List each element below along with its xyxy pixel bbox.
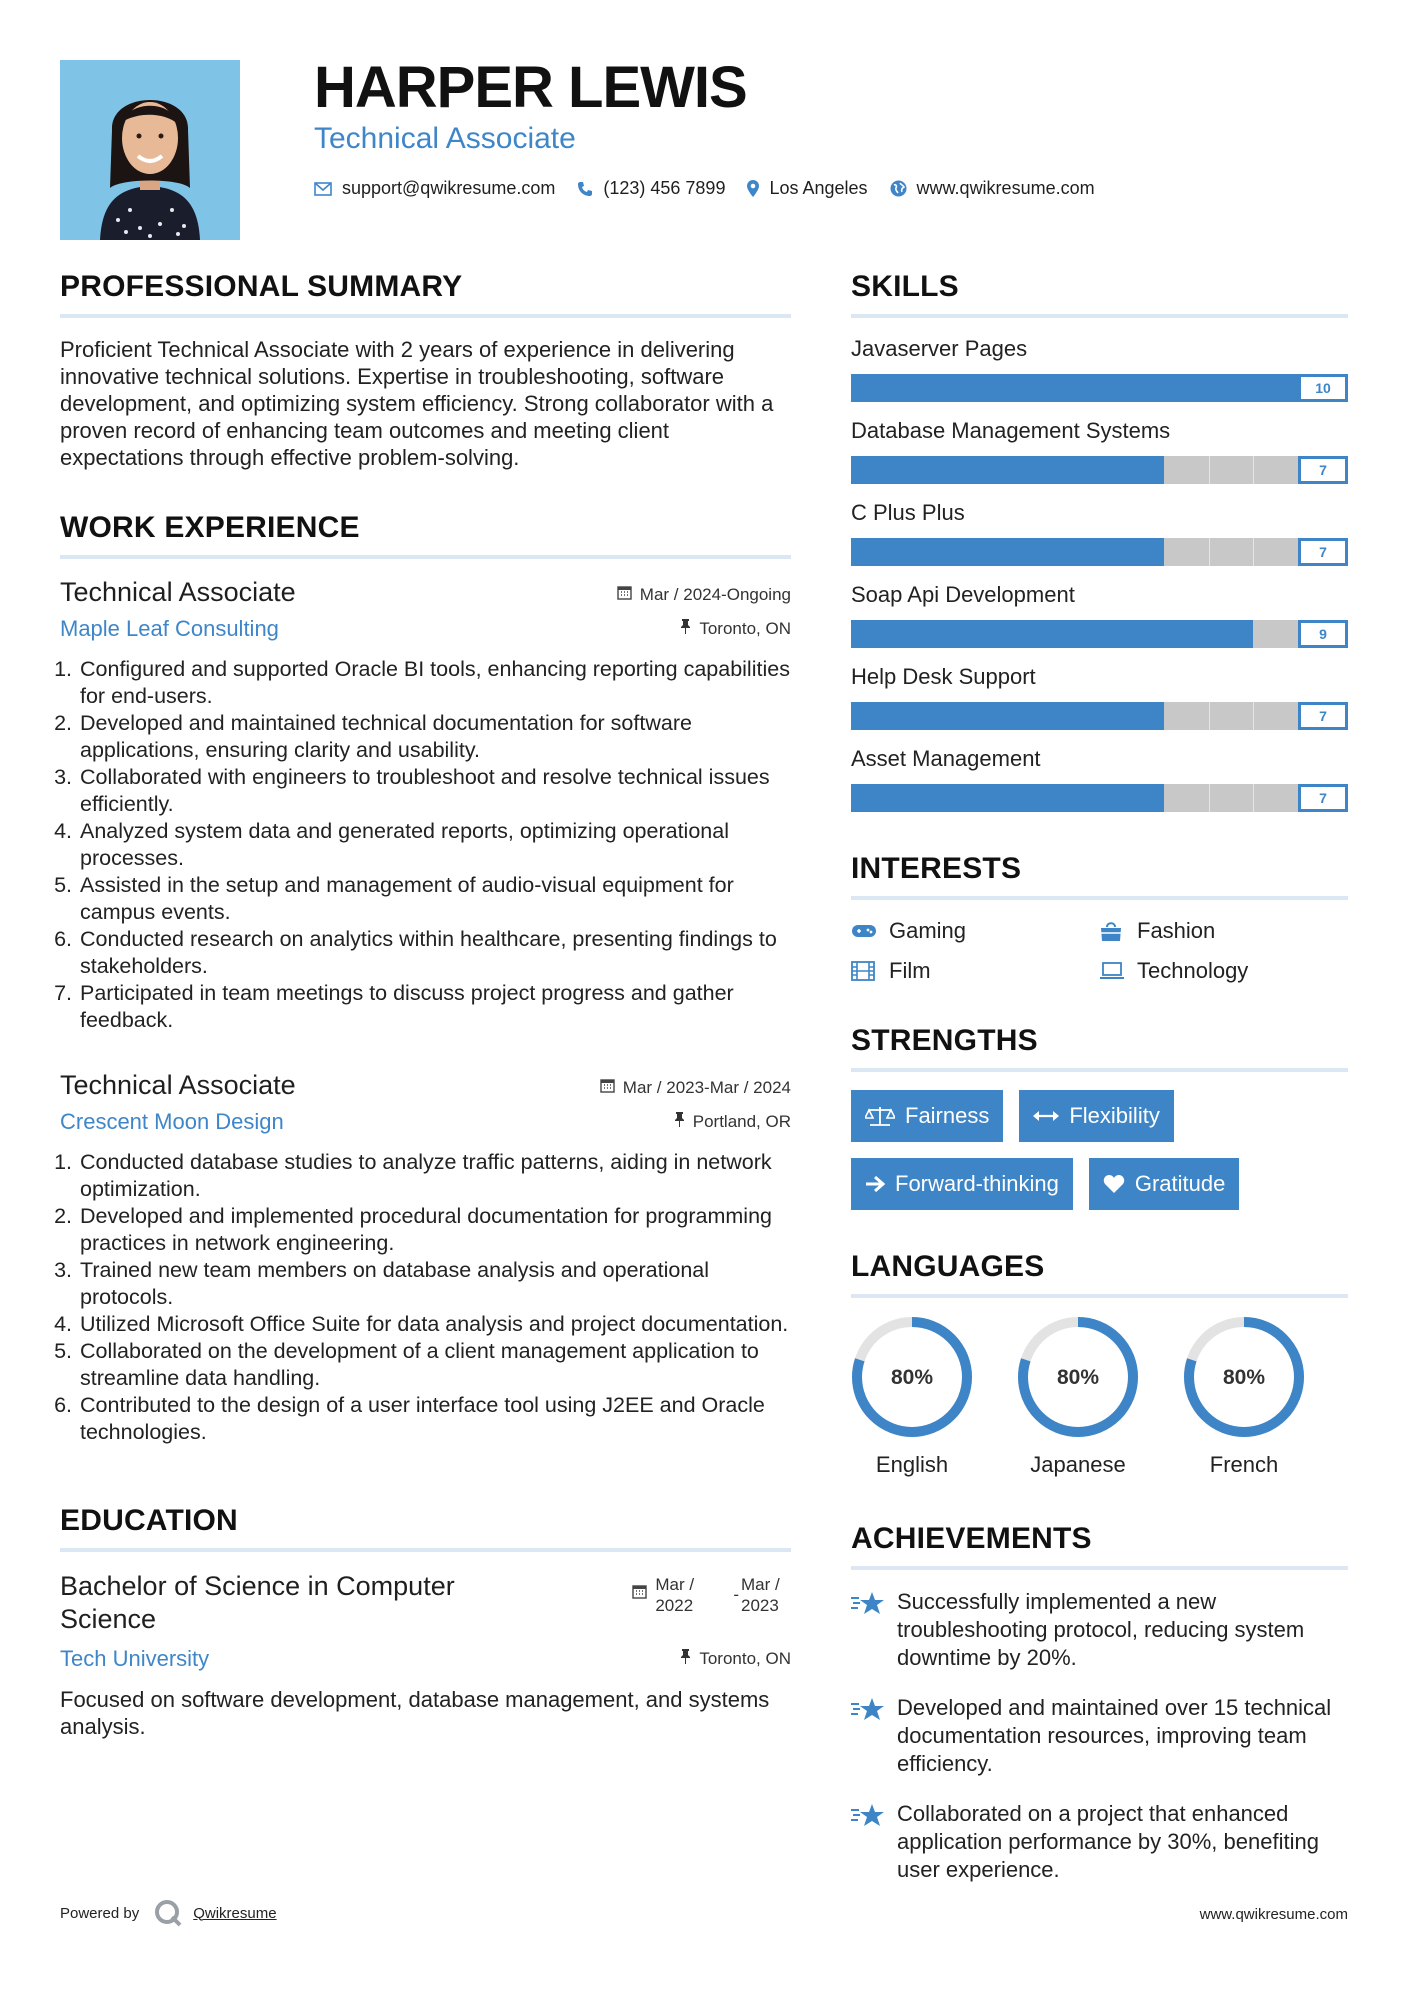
strength-badge: [851, 1158, 1073, 1210]
skill-fill: [851, 620, 1253, 648]
skill-segment: [1253, 456, 1254, 484]
company-name: Crescent Moon Design: [60, 1109, 284, 1134]
education-date-end: Mar / 2023: [741, 1575, 780, 1615]
strengths-section: [851, 1024, 1348, 1210]
star-icon: [851, 1694, 897, 1778]
job-bullet: 7. Participated in team meetings to discuss project progress and gather feedback.: [78, 980, 791, 1034]
contact-email[interactable]: support@qwikresume.com: [342, 178, 556, 198]
skill-bar: [851, 538, 1348, 566]
strength-label: Fairness: [905, 1103, 990, 1128]
company-name: Maple Leaf Consulting: [60, 616, 279, 641]
education-section: [60, 1504, 791, 1740]
star-icon: [851, 1800, 897, 1884]
contact-phone[interactable]: (123) 456 7899: [603, 178, 726, 198]
achievement-item: [851, 1588, 1348, 1672]
skill-item: [851, 336, 1348, 402]
language-name: French: [1209, 1452, 1279, 1477]
education-date-sep: -: [733, 1585, 739, 1604]
left-column: [60, 270, 791, 1740]
achievement-item: [851, 1800, 1348, 1884]
language-percent: 80%: [890, 1366, 934, 1389]
job-title: Technical Associate: [60, 577, 296, 607]
skill-name: Asset Management: [851, 746, 1041, 771]
skill-segment: [1253, 538, 1254, 566]
pushpin-icon: [680, 1649, 691, 1669]
skills-section: [851, 270, 1348, 812]
job-bullets: [60, 1149, 791, 1446]
language-item: [1183, 1316, 1305, 1478]
skill-segment: [1209, 702, 1210, 730]
language-percent: 80%: [1222, 1366, 1266, 1389]
map-marker-icon: [747, 180, 759, 197]
contact-website[interactable]: www.qwikresume.com: [916, 178, 1095, 198]
skill-bar: [851, 456, 1348, 484]
degree-title: Bachelor of Science in Computer Science: [60, 1571, 455, 1634]
pushpin-icon: [680, 619, 691, 639]
powered-by-label: Powered by: [60, 1904, 140, 1922]
job-bullet: 1. Conducted database studies to analyze traffic patterns, aiding in network optimization.: [78, 1149, 791, 1203]
achievement-item: [851, 1694, 1348, 1778]
skill-value: 7: [1298, 456, 1348, 484]
summary-section: [60, 270, 791, 471]
job-bullet: 4. Analyzed system data and generated reports, optimizing operational processes.: [78, 818, 791, 872]
language-percent: 80%: [1056, 1366, 1100, 1389]
languages-section: [851, 1250, 1348, 1478]
language-item: [851, 1316, 973, 1478]
summary-text: Proficient Technical Associate with 2 years of experience in delivering innovative technical solutions. Expertise in troubleshooting, software development, and optimizing system efficiency. Strong collaborator with a proven record of enhancing team outcomes and meeting client expectations through effective problem-solving.: [60, 337, 774, 470]
arrow-right-icon: [865, 1175, 885, 1193]
language-ring: [1183, 1316, 1305, 1438]
language-ring: [851, 1316, 973, 1438]
education-location: [680, 1649, 791, 1669]
job-bullet: 3. Trained new team members on database analysis and operational protocols.: [78, 1257, 791, 1311]
calendar-icon: [632, 1584, 647, 1604]
education-location-text: Toronto, ON: [699, 1649, 791, 1668]
interest-label: Film: [889, 958, 931, 983]
qwikresume-link[interactable]: Qwikresume: [193, 1904, 277, 1922]
job-bullet: 4. Utilized Microsoft Office Suite for data analysis and project documentation.: [78, 1311, 791, 1338]
job-bullet: 3. Collaborated with engineers to troubleshoot and resolve technical issues efficiently.: [78, 764, 791, 818]
skill-name: Database Management Systems: [851, 418, 1171, 443]
contact-bar: [314, 178, 1117, 199]
skill-segment: [1253, 702, 1254, 730]
calendar-icon: [600, 1078, 615, 1098]
education-date-start: Mar / 2022: [655, 1575, 695, 1615]
skill-segment: [1253, 784, 1254, 812]
interest-item: [1099, 918, 1347, 944]
skill-item: [851, 582, 1348, 648]
balance-scale-icon: [865, 1105, 895, 1127]
skill-fill: [851, 456, 1164, 484]
job-bullet: 2. Developed and maintained technical documentation for software applications, ensuring clarity and usability.: [78, 710, 791, 764]
strength-badge: [851, 1090, 1003, 1142]
strength-badge: [1019, 1090, 1173, 1142]
interest-label: Technology: [1137, 958, 1249, 983]
skill-fill: [851, 374, 1298, 402]
skill-value: 7: [1298, 702, 1348, 730]
strength-label: Gratitude: [1134, 1171, 1226, 1196]
qwikresume-logo-icon: [153, 1898, 183, 1928]
heart-icon: [1103, 1174, 1125, 1194]
laptop-icon: [1099, 962, 1127, 980]
skill-fill: [851, 784, 1164, 812]
job-bullets: [60, 656, 791, 1034]
language-ring: [1017, 1316, 1139, 1438]
job-bullet: 2. Developed and implemented procedural documentation for programming practices in network engineering.: [78, 1203, 791, 1257]
achievement-text: Collaborated on a project that enhanced application performance by 30%, benefiting user experience.: [897, 1801, 1319, 1882]
phone-icon: [577, 181, 593, 197]
interest-item: [1099, 958, 1347, 984]
right-column: [851, 270, 1348, 1906]
skill-segment: [1209, 784, 1210, 812]
skill-item: [851, 746, 1348, 812]
skill-segment: [1209, 456, 1210, 484]
skill-bar: [851, 702, 1348, 730]
gamepad-icon: [851, 923, 879, 939]
film-icon: [851, 961, 879, 981]
job-bullet: 5. Assisted in the setup and management of audio-visual equipment for campus events.: [78, 872, 791, 926]
skill-fill: [851, 702, 1164, 730]
job-bullet: 5. Collaborated on the development of a client management application to streamline data handling.: [78, 1338, 791, 1392]
job-location-text: Portland, OR: [692, 1112, 791, 1131]
star-icon: [851, 1588, 897, 1672]
job-entry: [60, 577, 791, 1034]
job-bullet: 1. Configured and supported Oracle BI tools, enhancing reporting capabilities for end-users.: [78, 656, 791, 710]
strength-label: Flexibility: [1069, 1103, 1160, 1128]
skill-value: 7: [1298, 538, 1348, 566]
skill-item: [851, 418, 1348, 484]
skill-item: [851, 664, 1348, 730]
contact-location: Los Angeles: [769, 178, 868, 198]
strengths-heading: STRENGTHS: [851, 1024, 1348, 1072]
job-date-text: Mar / 2024-Ongoing: [639, 585, 791, 604]
interest-item: [851, 958, 1099, 984]
job-date-text: Mar / 2023-Mar / 2024: [622, 1078, 791, 1097]
skill-value: 9: [1298, 620, 1348, 648]
achievements-heading: ACHIEVEMENTS: [851, 1522, 1348, 1570]
job-location-text: Toronto, ON: [699, 619, 791, 638]
skill-segment: [1209, 538, 1210, 566]
candidate-name: HARPER LEWIS: [314, 55, 747, 120]
calendar-icon: [617, 585, 632, 605]
skill-bar: [851, 784, 1348, 812]
skill-name: C Plus Plus: [851, 500, 965, 525]
achievement-text: Developed and maintained over 15 technical documentation resources, improving team efficiency.: [897, 1695, 1332, 1776]
skill-item: [851, 500, 1348, 566]
footer-website[interactable]: www.qwikresume.com: [1199, 1906, 1348, 1923]
footer-branding: [60, 1898, 277, 1928]
skill-bar: [851, 620, 1348, 648]
achievements-section: [851, 1522, 1348, 1884]
summary-heading: PROFESSIONAL SUMMARY: [60, 270, 791, 318]
skill-value: 10: [1298, 374, 1348, 402]
skill-fill: [851, 538, 1164, 566]
language-name: English: [875, 1452, 949, 1477]
work-heading: WORK EXPERIENCE: [60, 511, 791, 559]
shopping-bag-icon: [1099, 920, 1127, 942]
skills-heading: SKILLS: [851, 270, 1348, 318]
pushpin-icon: [674, 1112, 685, 1132]
skill-value: 7: [1298, 784, 1348, 812]
arrows-horizontal-icon: [1033, 1109, 1059, 1123]
interest-item: [851, 918, 1099, 944]
envelope-icon: [314, 182, 332, 196]
strength-badge: [1089, 1158, 1240, 1210]
skills-list: [851, 336, 1348, 812]
profile-photo: [60, 60, 240, 240]
interest-label: Fashion: [1137, 918, 1216, 943]
language-item: [1017, 1316, 1139, 1478]
education-description: Focused on software development, database management, and systems analysis.: [60, 1687, 770, 1739]
work-section: [60, 511, 791, 1446]
job-bullet: 6. Contributed to the design of a user interface tool using J2EE and Oracle technologies.: [78, 1392, 791, 1446]
job-date: [617, 585, 791, 605]
interest-label: Gaming: [889, 918, 967, 943]
skill-name: Javaserver Pages: [851, 336, 1028, 361]
skill-bar: [851, 374, 1348, 402]
job-location: [680, 619, 791, 639]
achievement-text: Successfully implemented a new troubleshooting protocol, reducing system downtime by 20%.: [897, 1589, 1305, 1670]
globe-icon: [890, 180, 907, 197]
strength-label: Forward-thinking: [895, 1171, 1059, 1196]
interests-section: [851, 852, 1348, 984]
job-entry: [60, 1070, 791, 1446]
job-title: Technical Associate: [60, 1070, 296, 1100]
education-heading: EDUCATION: [60, 1504, 791, 1552]
job-date: [600, 1078, 791, 1098]
job-location: [674, 1112, 791, 1132]
interests-heading: INTERESTS: [851, 852, 1348, 900]
skill-name: Help Desk Support: [851, 664, 1036, 689]
skill-name: Soap Api Development: [851, 582, 1075, 607]
language-name: Japanese: [1030, 1452, 1126, 1477]
job-bullet: 6. Conducted research on analytics within healthcare, presenting findings to stakeholders.: [78, 926, 791, 980]
languages-heading: LANGUAGES: [851, 1250, 1348, 1298]
candidate-title: Technical Associate: [314, 122, 576, 155]
education-date: [632, 1574, 791, 1616]
school-name: Tech University: [60, 1646, 210, 1671]
